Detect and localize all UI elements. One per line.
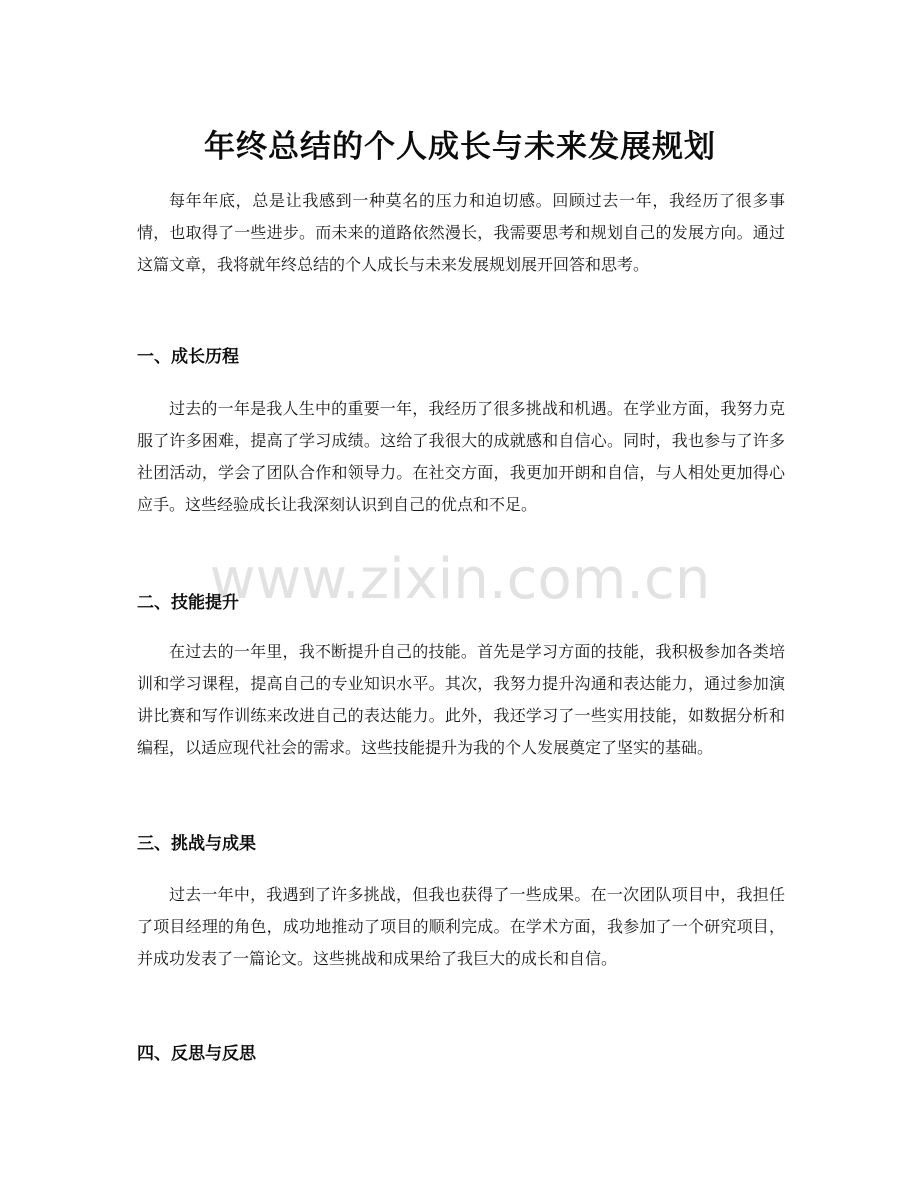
section-heading-challenges: 三、挑战与成果 xyxy=(137,834,256,854)
section-heading-reflection: 四、反思与反思 xyxy=(137,1044,256,1064)
section-heading-skills: 二、技能提升 xyxy=(137,593,239,613)
section-paragraph-skills: 在过去的一年里，我不断提升自己的技能。首先是学习方面的技能，我积极参加各类培训和学习课程，提高自己的专业知识水平。其次，我努力提升沟通和表达能力，通过参加演讲比赛和写作训练来改进自己的表达能力。此外，我还学习了一些实用技能，如数据分析和编程，以适应现代社会的需求。这些技能提升为我的个人发展奠定了坚实的基础。 xyxy=(137,642,785,757)
intro-paragraph: 每年年底，总是让我感到一种莫名的压力和迫切感。回顾过去一年，我经历了很多事情，也取得了一些进步。而未来的道路依然漫长，我需要思考和规划自己的发展方向。通过这篇文章，我将就年终总结的个人成长与未来发展规划展开回答和思考。 xyxy=(137,191,785,274)
watermark: www.zixin.com.cn xyxy=(209,547,711,612)
document-title: 年终总结的个人成长与未来发展规划 xyxy=(204,128,716,165)
section-heading-growth: 一、成长历程 xyxy=(137,347,239,367)
section-paragraph-challenges: 过去一年中，我遇到了许多挑战，但我也获得了一些成果。在一次团队项目中，我担任了项目经理的角色，成功地推动了项目的顺利完成。在学术方面，我参加了一个研究项目，并成功发表了一篇论文。这些挑战和成果给了我巨大的成长和自信。 xyxy=(137,885,785,968)
section-paragraph-growth: 过去的一年是我人生中的重要一年，我经历了很多挑战和机遇。在学业方面，我努力克服了许多困难，提高了学习成绩。这给了我很大的成就感和自信心。同时，我也参与了许多社团活动，学会了团队合作和领导力。在社交方面，我更加开朗和自信，与人相处更加得心应手。这些经验成长让我深刻认识到自己的优点和不足。 xyxy=(137,399,785,514)
